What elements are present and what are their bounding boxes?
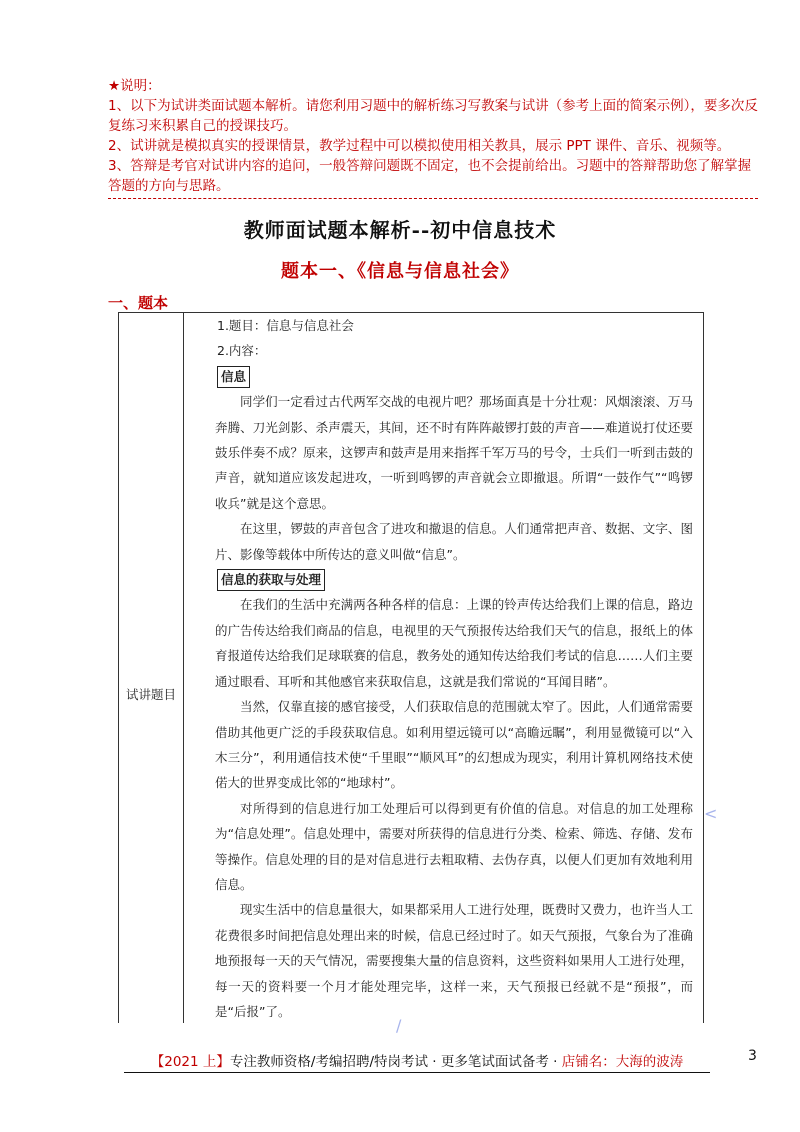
page-footer [124, 1050, 710, 1073]
star-icon: ★ [108, 78, 121, 94]
heading-acquisition: 信息的获取与处理 [217, 569, 325, 591]
heading-information: 信息 [217, 366, 250, 388]
instructions-notice [108, 76, 758, 196]
document-title: 教师面试题本解析--初中信息技术 [243, 218, 557, 242]
notice-item: 1、以下为试讲类面试题本解析。请您利用习题中的解析练习写教案与试讲（参考上面的简案示例），要多次反复练习来积累自己的授课技巧。 [108, 98, 758, 134]
notice-item: 3、答辩是考官对试讲内容的追问，一般答辩问题既不固定，也不会提前给出。习题中的答辩帮助您了解掌握答题的方向与思路。 [108, 158, 752, 194]
paragraph: 在这里，锣鼓的声音包含了进攻和撤退的信息。人们通常把声音、数据、文字、图片、影像等载体中所传达的意义叫做“信息”。 [215, 521, 693, 562]
scan-mark: / [396, 1016, 402, 1035]
scan-mark: < [704, 804, 718, 823]
table-label: 试讲题目 [125, 687, 176, 702]
paragraph: 当然，仅靠直接的感官接受，人们获取信息的范围就太窄了。因此，人们通常需要借助其他更广泛的手段获取信息。如利用望远镜可以“高瞻远瞩”，利用显微镜可以“入木三分”，利用通信技术使“千里眼”“顺风耳”的幻想成为现实，利用计算机网络技术使偌大的世界变成比邻的“地球村”。 [215, 699, 693, 791]
footer-tag: 【2021 上】 [150, 1054, 230, 1070]
table-content-cell [215, 313, 693, 1024]
content-label: 2.内容： [217, 343, 267, 359]
section-heading: 一、题本 [108, 294, 169, 312]
notice-item: 2、试讲就是模拟真实的授课情景，教学过程中可以模拟使用相关教具，展示 PPT 课件、音乐、视频等。 [108, 138, 731, 154]
notice-heading: ★说明： [108, 78, 161, 94]
page-number: 3 [748, 1048, 757, 1064]
paragraph: 在我们的生活中充满两各种各样的信息：上课的铃声传达给我们上课的信息，路边的广告传达给我们商品的信息，电视里的天气预报传达给我们天气的信息，报纸上的体育报道传达给我们足球联赛的信息，教务处的通知传达给我们考试的信息……人们主要通过眼看、耳听和其他感官来获取信息，这就是我们常说的“耳闻目睹”。 [215, 597, 693, 689]
paragraph: 对所得到的信息进行加工处理后可以得到更有价值的信息。对信息的加工处理称为“信息处理”。信息处理中，需要对所获得的信息进行分类、检索、筛选、存储、发布等操作。信息处理的目的是对信息进行去粗取精、去伪存真，以便人们更加有效地利用信息。 [215, 800, 693, 892]
paragraph: 现实生活中的信息量很大，如果都采用人工进行处理，既费时又费力，也许当人工花费很多时间把信息处理出来的时候，信息已经过时了。如天气预报，气象台为了准确地预报每一天的天气情况，需要搜集大量的信息资料，这些资料如果用人工进行处理，每一天的资料要一个月才能处理完毕，这样一来，天气预报已经就不是“预报”，而是“后报”了。 [215, 902, 693, 1019]
question-table [118, 312, 704, 1023]
dashed-divider [108, 198, 758, 199]
paragraph: 同学们一定看过古代两军交战的电视片吧？那场面真是十分壮观：风烟滚滚、万马奔腾、刀光剑影、杀声震天，其间，还不时有阵阵敲锣打鼓的声音——难道说打仗还要鼓乐伴奏不成？原来，这锣声和鼓声是用来指挥千军万马的号令，士兵们一听到击鼓的声音，就知道应该发起进攻，一听到鸣锣的声音就会立即撤退。所谓“一鼓作气”“鸣锣收兵”就是这个意思。 [215, 394, 693, 511]
footer-text: 专注教师资格/考编招聘/特岗考试 · 更多笔试面试备考 · [229, 1054, 562, 1070]
footer-shop: 店铺名：大海的波涛 [561, 1054, 684, 1070]
topic-line: 1.题目：信息与信息社会 [217, 318, 354, 333]
table-label-cell [119, 313, 184, 1023]
document-subtitle: 题本一、《信息与信息社会》 [281, 261, 519, 282]
